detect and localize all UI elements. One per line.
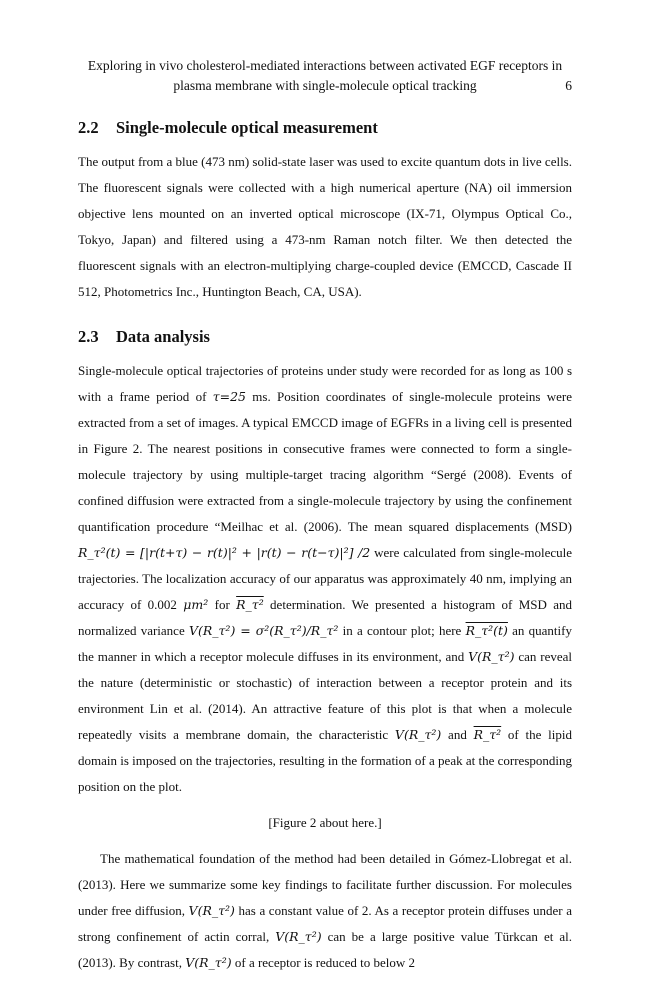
- section-2-3-paragraph-2: [78, 846, 572, 976]
- text-run: ms. Position coordinates of single-molecule proteins were extracted from a set of images. A typical EMCCD image of EGFRs in a living cell is presented in Figure 2. The nearest positions in consecutive frames were connected to form a single-molecule trajectory by using multiple-target tracing algorithm “Sergé (2008). Events of confined diffusion were extracted from a single-molecule trajectory by using the confinement quantification procedure “Meilhac et al. (2006). The mean squared displacements (MSD): [78, 389, 573, 534]
- section-2-3-heading: [78, 327, 572, 347]
- msd-symbol: R_τ²: [473, 727, 502, 742]
- unit-text: μm²: [183, 597, 209, 612]
- msd-symbol: R_τ²: [236, 597, 264, 612]
- text-run: in a contour plot; here: [338, 623, 466, 638]
- header-title-line1: Exploring in vivo cholesterol-mediated interactions between activated EGF receptors in: [87, 58, 563, 73]
- text-run: The mathematical foundation of the method had been detailed in Gómez-Llobregat et al. (2013). Here we summarize some key findings to facilitate further discussion. For molecules under free diffusion,: [78, 851, 572, 918]
- variance-formula: V(R_τ²) = σ²(R_τ²)/R_τ²: [188, 623, 339, 638]
- text-run: an quantify the manner in which a receptor molecule diffuses in its environment, and: [78, 623, 572, 664]
- page-number: 6: [565, 78, 572, 93]
- running-header: [78, 56, 572, 96]
- text-run: can reveal the nature (deterministic or stochastic) of interaction between a receptor protein and its environment Lin et al. (2014). An attractive feature of this plot is that when a molecule repeatedly visits a membrane domain, the characteristic: [78, 649, 572, 742]
- section-2-2-paragraph: The output from a blue (473 nm) solid-state laser was used to excite quantum dots in live cells. The fluorescent signals were collected with a high numerical aperture (NA) oil immersion objective lens mounted on an inverted optical microscope (IX-71, Olympus Optical Co., Tokyo, Japan) and filtered using a 473-nm Raman notch filter. We then detected the fluorescent signals with an electron-multiplying charge-coupled device (EMCCD, Cascade II 512, Photometrics Inc., Huntington Beach, CA, USA).: [78, 154, 572, 299]
- figure-placeholder: [Figure 2 about here.]: [268, 815, 382, 830]
- variance-symbol: V(R_τ²): [275, 929, 322, 944]
- text-run: of the lipid domain is imposed on the trajectories, resulting in the formation of a peak at the corresponding position on the plot.: [78, 727, 572, 794]
- text-run: of a receptor is reduced to below 2: [231, 955, 415, 970]
- section-2-2-heading: [78, 118, 572, 138]
- variance-symbol: V(R_τ²): [185, 955, 232, 970]
- section-number: 2.3: [78, 327, 99, 346]
- variance-symbol: V(R_τ²): [394, 727, 442, 742]
- header-title-line2: plasma membrane with single-molecule optical tracking: [173, 78, 477, 93]
- text-run: can be a large positive value Türkcan et al. (2013). By contrast,: [78, 929, 572, 970]
- tau-value: τ=25: [212, 389, 246, 404]
- text-run: for: [208, 597, 237, 612]
- section-number: 2.2: [78, 118, 99, 137]
- variance-symbol: V(R_τ²): [468, 649, 515, 664]
- text-run: and: [441, 727, 474, 742]
- section-2-3-paragraph-1: [78, 358, 572, 800]
- text-run: were calculated from single-molecule trajectories. The localization accuracy of our apparatus was approximately 40 nm, implying an accuracy of 0.002: [78, 545, 572, 612]
- paper-page: [78, 56, 572, 976]
- msd-symbol: R_τ²(t): [465, 623, 508, 638]
- text-run: determination. We presented a histogram of MSD and normalized variance: [78, 597, 572, 638]
- text-run: Single-molecule optical trajectories of proteins under study were recorded for as long as 100 s with a frame period of: [78, 363, 572, 404]
- text-run: has a constant value of 2. As a receptor protein diffuses under a strong confinement of actin corral,: [78, 903, 572, 944]
- section-title: Data analysis: [116, 327, 210, 346]
- msd-formula: R_τ²(t) = [|r(t+τ) − r(t)|² + |r(t) − r(t−τ)|²] /2: [78, 545, 371, 560]
- variance-symbol: V(R_τ²): [188, 903, 235, 918]
- section-title: Single-molecule optical measurement: [116, 118, 378, 137]
